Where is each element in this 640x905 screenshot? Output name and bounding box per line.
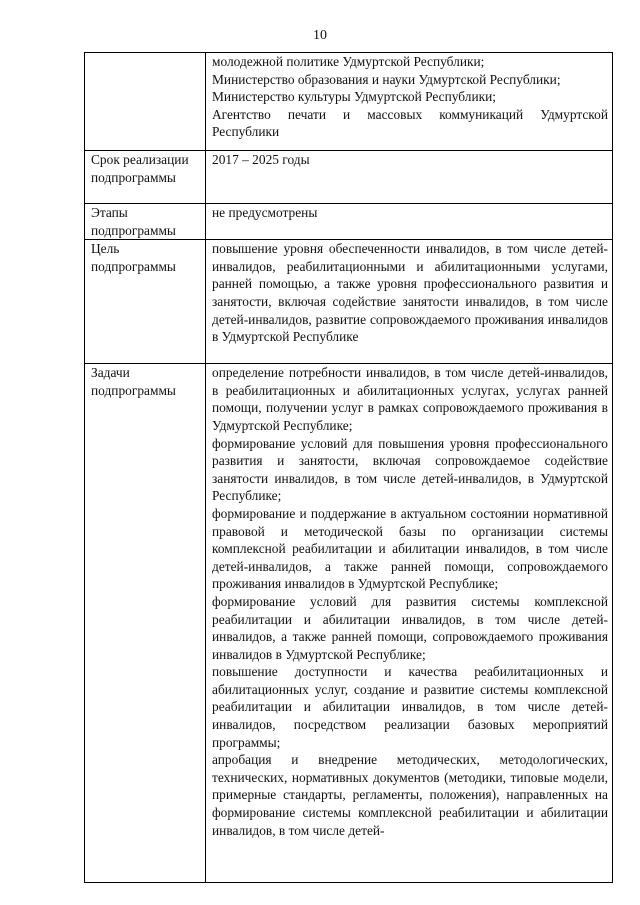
content-paragraph: Министерство культуры Удмуртской Республики;	[212, 89, 497, 105]
row-label	[85, 53, 206, 151]
content-paragraph: не предусмотрены	[212, 205, 318, 220]
row-label: Срок реализации подпрограммы	[85, 151, 206, 204]
table-row-responsible-bodies	[85, 53, 613, 151]
page-number: 10	[313, 28, 327, 43]
table-row-tasks	[85, 364, 613, 883]
table-row-term	[85, 151, 613, 204]
row-content	[206, 151, 613, 204]
content-paragraph: формирование и поддержание в актуальном состоянии нормативной правовой и методической базы по организации системы комплексной реабилитации и абилитации инвалидов, в том числе детей-инвалидов, а также ранней помощи, сопровождаемого проживания инвалидов в Удмуртской Республике;	[212, 505, 608, 592]
content-paragraph: Министерство образования и науки Удмуртской Республики;	[212, 71, 561, 87]
row-label: Цель подпрограммы	[85, 240, 206, 364]
row-content	[206, 240, 613, 364]
content-paragraph: повышение доступности и качества реабилитационных и абилитационных услуг, создание и развитие системы комплексной реабилитации и абилитации инвалидов, в том числе детей-инвалидов, посредством реализации базовых мероприятий программы;	[212, 664, 608, 750]
content-paragraph: формирование условий для повышения уровня профессионального развития и занятости, включая сопровождаемое содействие занятости инвалидов, в том числе детей-инвалидов, в Удмуртской Республике;	[212, 435, 608, 504]
row-label: Этапы подпрограммы	[85, 204, 206, 240]
content-paragraph: определение потребности инвалидов, в том числе детей-инвалидов, в реабилитационных и абилитационных услугах, услугах ранней помощи, получении услуг в рамках сопровождаемого проживания в Удмуртской Республике;	[212, 365, 608, 433]
row-content	[206, 204, 613, 240]
table-row-goal	[85, 240, 613, 364]
row-content	[206, 364, 613, 883]
content-paragraph: повышение уровня обеспеченности инвалидов, в том числе детей-инвалидов, реабилитационными и абилитационными услугами, ранней помощью, а также уровня профессионального развития и занятости, включая содействие занятости инвалидов, в том числе детей-инвалидов, развитие сопровождаемого проживания инвалидов в Удмуртской Республике	[212, 241, 608, 345]
row-label: Задачи подпрограммы	[85, 364, 206, 883]
subprogram-passport-table	[84, 52, 613, 883]
row-content	[206, 53, 613, 151]
content-paragraph: 2017 – 2025 годы	[212, 152, 310, 167]
content-paragraph: молодежной политике Удмуртской Республики;	[212, 54, 485, 69]
content-paragraph: формирование условий для развития системы комплексной реабилитации и абилитации инвалидов, в том числе детей-инвалидов, а также ранней помощи, сопровождаемого проживания инвалидов в Удмуртской Республике;	[212, 593, 608, 662]
content-paragraph: Агентство печати и массовых коммуникаций Удмуртской Республики	[212, 106, 608, 140]
content-paragraph: апробация и внедрение методических, методологических, технических, нормативных документов (методики, типовые модели, примерные стандарты, регламенты, положения), направленных на формирование системы комплексной реабилитации и абилитации инвалидов, в том числе детей-	[212, 752, 608, 838]
table-row-stages	[85, 204, 613, 240]
